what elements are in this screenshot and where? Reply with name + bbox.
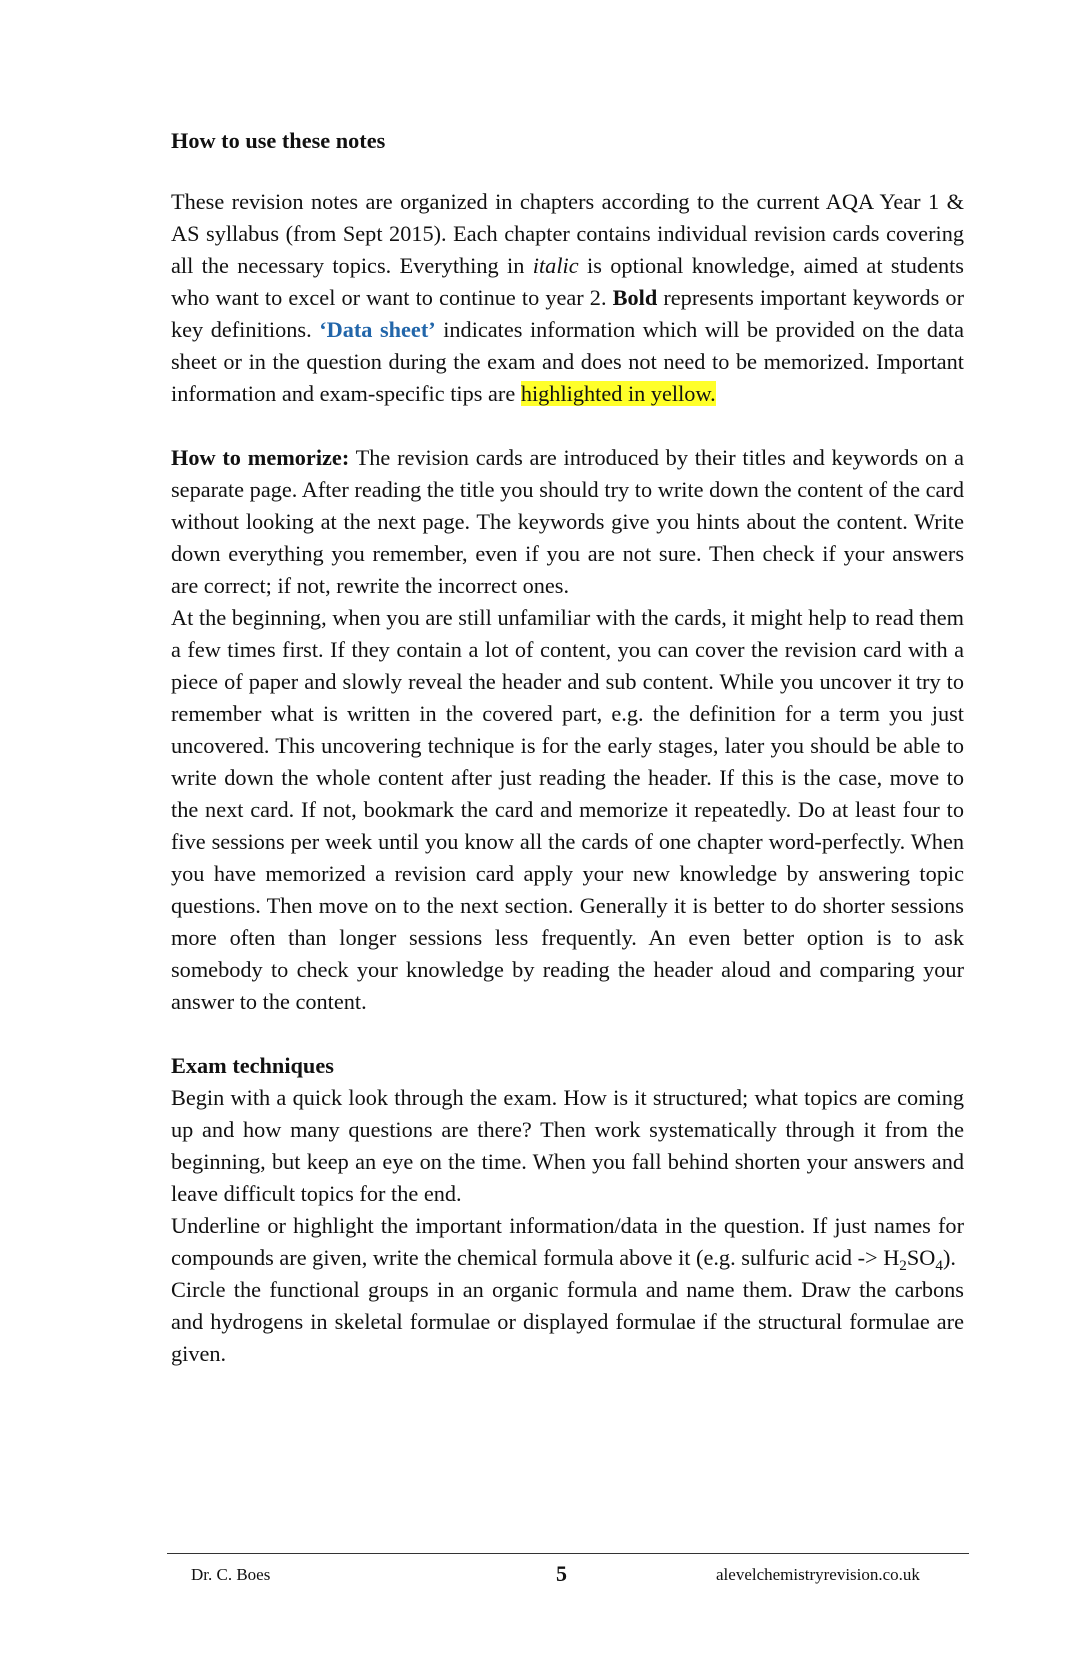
highlighted-text: highlighted in yellow. [520, 381, 716, 406]
footer-website: alevelchemistryrevision.co.uk [716, 1565, 920, 1584]
page-content [171, 125, 964, 1370]
italic-text: italic [532, 253, 579, 278]
data-sheet-text: ‘Data sheet’ [319, 317, 436, 342]
text-run: represents important keywords or key definitions. [171, 285, 964, 342]
text-run: These revision notes are organized in chapters according to the current AQA Year 1 & AS syllabus (from Sept 2015). Each chapter contains individual revision cards covering all the necessary topics. Everything in [171, 189, 964, 278]
page-number: 5 [556, 1561, 567, 1586]
paragraph-how-to-memorize [171, 442, 964, 602]
text-run: ). [942, 1245, 956, 1270]
text-run: The revision cards are introduced by their titles and keywords on a separate page. After reading the title you should try to write down the content of the card without looking at the next page. The keywords give you hints about the content. Write down everything you remember, even if you are not sure. Then check if your answers are correct; if not, rewrite the incorrect ones. [171, 445, 964, 598]
how-to-memorize-lead: How to memorize: [171, 445, 350, 470]
subscript: 4 [935, 1256, 943, 1274]
paragraph-exam-functional-groups: Circle the functional groups in an organic formula and name them. Draw the carbons and hydrogens in skeletal formulae or displayed formulae if the structural formulae are given. [171, 1277, 964, 1366]
text-run: Underline or highlight the important information/data in the question. If just names for compounds are given, write the chemical formula above it (e.g. sulfuric acid -> H [171, 1213, 964, 1270]
paragraph-how-to-use [171, 186, 964, 410]
footer-divider [167, 1553, 969, 1554]
footer-author: Dr. C. Boes [191, 1565, 271, 1584]
section-heading-exam-techniques: Exam techniques [171, 1053, 334, 1078]
paragraph-memorize-details: At the beginning, when you are still unfamiliar with the cards, it might help to read them a few times first. If they contain a lot of content, you can cover the revision card with a piece of paper and slowly reveal the header and sub content. While you uncover it try to remember what is written in the covered part, e.g. the definition for a term you just uncovered. This uncovering technique is for the early stages, later you should be able to write down the whole content after just reading the header. If this is the case, move to the next card. If not, bookmark the card and memorize it repeatedly. Do at least four to five sessions per week until you know all the cards of one chapter word-perfectly. When you have memorized a revision card apply your new knowledge by answering topic questions. Then move on to the next section. Generally it is better to do shorter sessions more often than longer sessions less frequently. An even better option is to ask somebody to check your knowledge by reading the header aloud and comparing your answer to the content. [171, 605, 964, 1014]
bold-text: Bold [612, 285, 658, 310]
text-run: SO [906, 1245, 936, 1270]
section-heading-how-to-use: How to use these notes [171, 128, 386, 153]
text-run: indicates information which will be provided on the data sheet or in the question during the exam and does not need to be memorized. Important information and exam-specific tips are [171, 317, 965, 406]
text-run: is optional knowledge, aimed at students who want to excel or want to continue to year 2. [171, 253, 964, 310]
paragraph-exam-overview: Begin with a quick look through the exam. How is it structured; what topics are coming up and how many questions are there? Then work systematically through it from the beginning, but keep an eye on the time. When you fall behind shorten your answers and leave difficult topics for the end. [171, 1085, 964, 1206]
paragraph-exam-underline [171, 1210, 964, 1274]
subscript: 2 [899, 1256, 907, 1274]
